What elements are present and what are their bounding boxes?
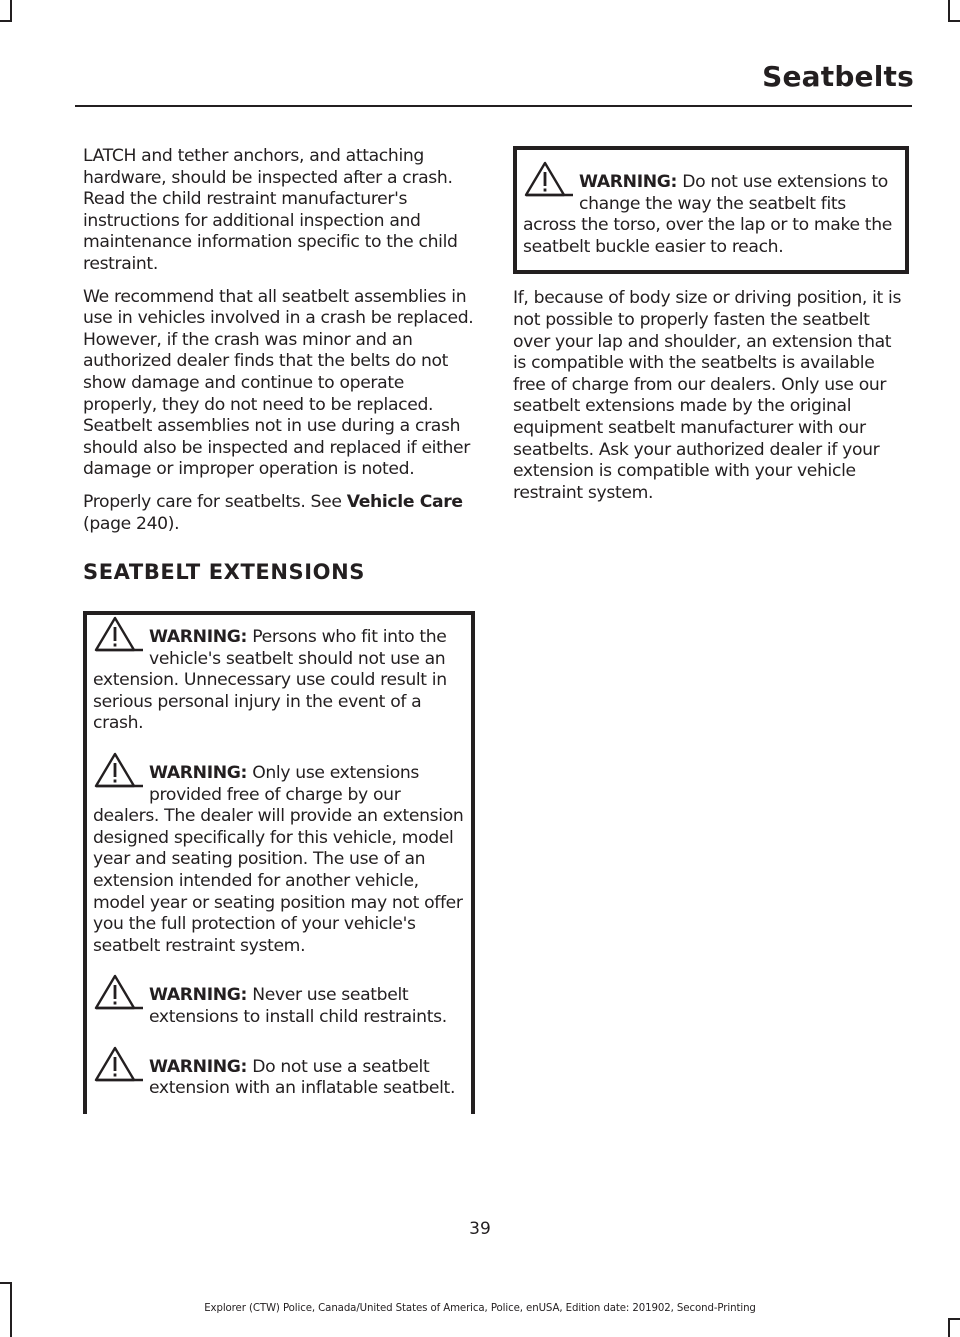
left-column [83,146,475,1114]
warning-body: Persons who fit into the vehicle's seatbelt should not use an extension. Unnecessary use could result in serious personal injury in the event of a crash. [93,627,447,734]
warning-item [523,150,899,258]
crop-mark-bottom-left-horizontal [0,1282,12,1284]
right-column [513,146,909,515]
care-suffix: (page 240). [83,513,180,534]
warning-body: Do not use extensions to change the way the seatbelt fits across the torso, over the lap or to make the seatbelt buckle easier to reach. [523,172,892,257]
crop-mark-bottom-right-horizontal [948,1318,960,1320]
warning-item [93,615,465,735]
crop-mark-top-right-horizontal [948,20,960,22]
section-heading: SEATBELT EXTENSIONS [83,560,365,585]
warning-body: Only use extensions provided free of charge by our dealers. The dealer will provide an extension designed specifically for this vehicle, model year and seating position. The use of an extension intended for another vehicle, model year or seating position may not offer you the full protection of your vehicle's seatbelt restraint system. [93,763,464,956]
vehicle-care-link[interactable]: Vehicle Care [346,491,463,512]
warning-box-fit [513,146,909,274]
warning-triangle-icon [93,751,145,789]
warning-triangle-icon [93,973,145,1011]
warning-text [93,985,465,1028]
warning-label: WARNING: [149,763,248,784]
warning-label: WARNING: [149,1056,248,1077]
warning-item [93,1045,465,1100]
paragraph-latch-inspection: LATCH and tether anchors, and attaching hardware, should be inspected after a crash. Read the child restraint manufacturer's instructions for additional inspection and maintenance information specific to the child restraint. [83,146,458,274]
edition-footer: Explorer (CTW) Police, Canada/United States of America, Police, enUSA, Edition date: 201902, Second-Printing [204,1303,756,1314]
warning-item [93,973,465,1028]
crop-mark-top-left-horizontal [0,20,12,22]
crop-mark-top-left [10,0,12,22]
paragraph-replacement: We recommend that all seatbelt assemblies in use in vehicles involved in a crash be replaced. However, if the crash was minor and an authorized dealer finds that the belts do not show damage and continue to operate properly, they do not need to be replaced. Seatbelt assemblies not in use during a crash should also be inspected and replaced if either damage or improper operation is noted. [83,286,474,480]
page-title: Seatbelts [762,60,914,93]
warning-body: Do not use a seatbelt extension with an inflatable seatbelt. [149,1056,456,1099]
warning-text [93,627,465,735]
crop-mark-bottom-right [948,1318,950,1337]
warning-label: WARNING: [149,985,248,1006]
paragraph-care [83,492,475,535]
paragraph-extension-availability: If, because of body size or driving position, it is not possible to properly fasten the seatbelt over your lap and shoulder, an extension that is compatible with the seatbelts is available free of charge from our dealers. Only use our seatbelt extensions made by the original equipment seatbelt manufacturer with our seatbelts. Ask your authorized dealer if your extension is compatible with your vehicle restraint system. [513,288,902,503]
warning-item [93,751,465,957]
warning-box-extensions [83,611,475,1114]
warning-triangle-icon [523,160,575,198]
warning-text [523,172,899,258]
warning-body: Never use seatbelt extensions to install child restraints. [149,985,447,1027]
warning-label: WARNING: [579,172,678,192]
warning-text [93,1057,465,1100]
crop-mark-top-right [948,0,950,22]
warning-text [93,763,465,957]
page-number: 39 [469,1219,491,1239]
header-divider [75,105,912,107]
warning-triangle-icon [93,615,145,653]
warning-label: WARNING: [149,627,248,648]
care-prefix: Properly care for seatbelts. See [83,491,347,512]
warning-triangle-icon [93,1045,145,1083]
